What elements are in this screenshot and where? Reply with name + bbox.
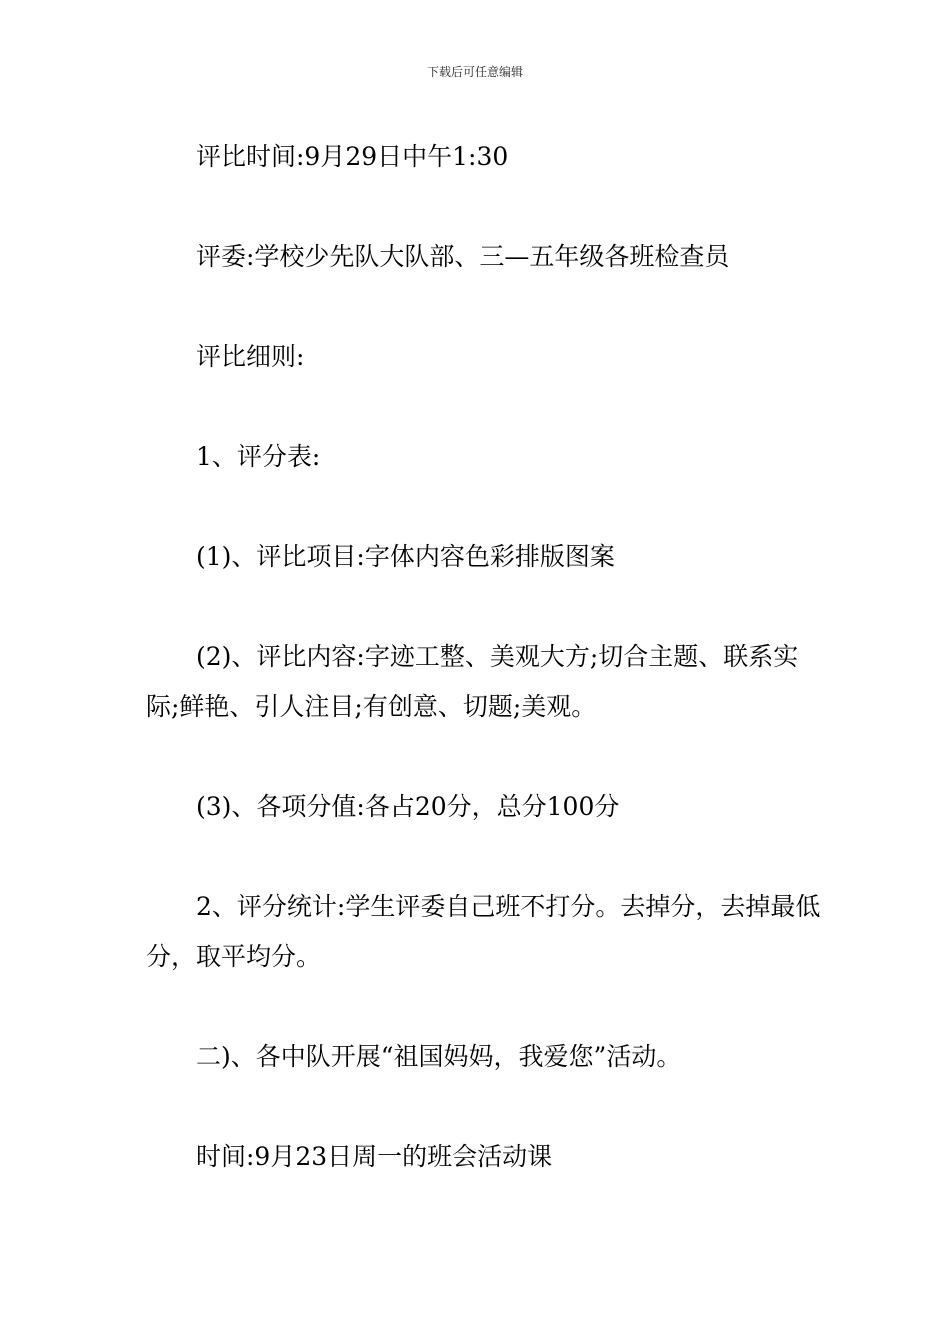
paragraph-judges: 评委:学校少先队大队部、三—五年级各班检查员 xyxy=(196,242,730,271)
paragraph-score-values: (3)、各项分值:各占20分，总分100分 xyxy=(196,792,620,821)
document-body xyxy=(146,132,826,1232)
page-header: 下载后可任意编辑 xyxy=(426,65,523,79)
paragraph-evaluation-time: 评比时间:9月29日中午1:30 xyxy=(196,142,509,171)
paragraph-rules-heading: 评比细则: xyxy=(196,342,305,371)
paragraph-score-sheet: 1、评分表: xyxy=(196,442,321,471)
paragraph-activity-time: 时间:9月23日周一的班会活动课 xyxy=(196,1142,553,1171)
paragraph-evaluation-items: (1)、评比项目:字体内容色彩排版图案 xyxy=(196,542,615,571)
paragraph-score-statistics: 2、评分统计:学生评委自己班不打分。去掉分，去掉最低分，取平均分。 xyxy=(146,892,821,971)
paragraph-evaluation-content: (2)、评比内容:字迹工整、美观大方;切合主题、联系实际;鲜艳、引人注目;有创意、切题;美观。 xyxy=(146,642,799,721)
paragraph-activity: 二)、各中队开展“祖国妈妈，我爱您”活动。 xyxy=(196,1042,682,1071)
